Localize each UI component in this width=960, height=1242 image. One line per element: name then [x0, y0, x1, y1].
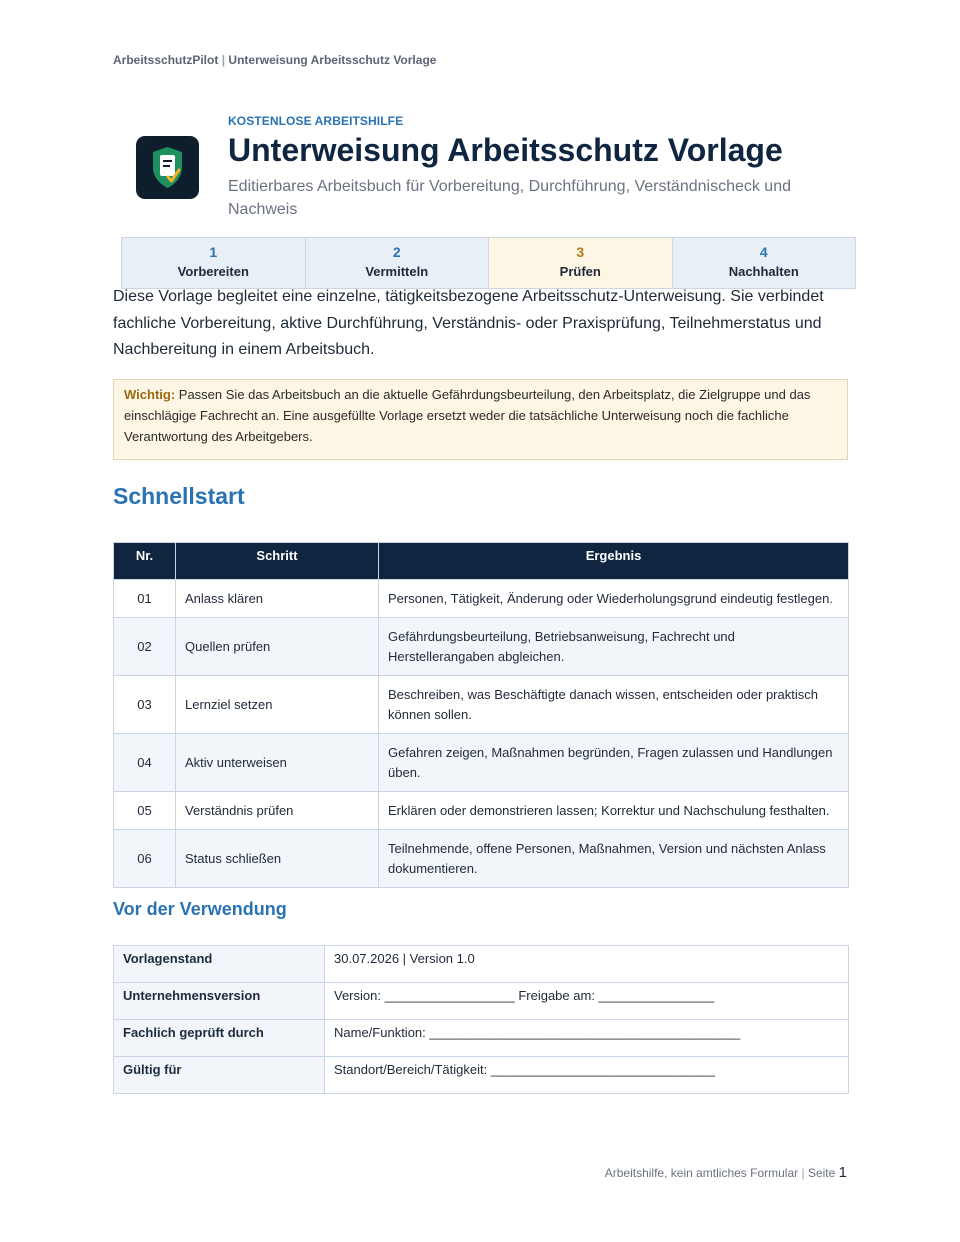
header-separator: |: [221, 53, 226, 67]
step-number: 3: [576, 244, 585, 260]
step-3: [489, 238, 673, 288]
step-label: Vermitteln: [365, 264, 429, 279]
shield-checklist-icon: [136, 136, 199, 199]
note-lead: Wichtig:: [124, 387, 176, 402]
header-doc-title: Unterweisung Arbeitsschutz Vorlage: [228, 53, 437, 67]
table-row: [114, 830, 849, 888]
step-label: Vorbereiten: [177, 264, 249, 279]
row-result: Personen, Tätigkeit, Änderung oder Wiederholungsgrund eindeutig festlegen.: [379, 580, 849, 618]
table-row: [114, 946, 849, 983]
quickstart-table: [113, 542, 849, 888]
field-label: Fachlich geprüft durch: [114, 1020, 325, 1057]
footer-separator: |: [801, 1166, 805, 1180]
table-row: [114, 676, 849, 734]
page-subtitle: Editierbares Arbeitsbuch für Vorbereitung, Durchführung, Verständnischeck und Nachweis: [228, 178, 791, 218]
row-number: 05: [114, 792, 176, 830]
intro-paragraph: Diese Vorlage begleitet eine einzelne, tätigkeitsbezogene Arbeitsschutz-Unterweisung. Sie verbindet fachliche Vorbereitung, aktive Durchführung, Verständnis- oder Praxisprüfung, Teilnehmerstatus und Nachbereitung in einem Arbeitsbuch.: [113, 288, 824, 358]
row-step: Status schließen: [176, 830, 379, 888]
hero: [113, 112, 853, 230]
column-header-result: Ergebnis: [379, 543, 849, 580]
table-header-row: [114, 543, 849, 580]
field-value: Standort/Bereich/Tätigkeit: _______________________________: [325, 1057, 849, 1094]
page-number: 1: [838, 1164, 847, 1181]
row-step: Aktiv unterweisen: [176, 734, 379, 792]
kicker: KOSTENLOSE ARBEITSHILFE: [228, 114, 404, 128]
step-label: Prüfen: [559, 264, 601, 279]
row-step: Verständnis prüfen: [176, 792, 379, 830]
step-number: 2: [392, 244, 401, 260]
row-number: 01: [114, 580, 176, 618]
step-number: 4: [759, 244, 768, 260]
row-step: Lernziel setzen: [176, 676, 379, 734]
step-1: [122, 238, 306, 288]
row-result: Beschreiben, was Beschäftigte danach wissen, entscheiden oder praktisch können sollen.: [379, 676, 849, 734]
step-4: [673, 238, 856, 288]
page-title: Unterweisung Arbeitsschutz Vorlage: [228, 132, 783, 168]
table-row: [114, 618, 849, 676]
row-result: Gefährdungsbeurteilung, Betriebsanweisung, Fachrecht und Herstellerangaben abgleichen.: [379, 618, 849, 676]
hero-text: [228, 112, 848, 221]
table-row: [114, 1020, 849, 1057]
step-label: Nachhalten: [728, 264, 799, 279]
table-row: [114, 983, 849, 1020]
page-footer: [605, 1164, 847, 1181]
table-row: [114, 734, 849, 792]
footer-text: Arbeitshilfe, kein amtliches Formular: [604, 1166, 799, 1180]
row-result: Gefahren zeigen, Maßnahmen begründen, Fragen zulassen und Handlungen üben.: [379, 734, 849, 792]
section-heading-before-use: Vor der Verwendung: [113, 899, 287, 919]
row-result: Teilnehmende, offene Personen, Maßnahmen, Version und nächsten Anlass dokumentieren.: [379, 830, 849, 888]
brand-name: ArbeitsschutzPilot: [113, 53, 219, 67]
table-row: [114, 1057, 849, 1094]
page-label: Seite: [807, 1166, 836, 1180]
note-text: Passen Sie das Arbeitsbuch an die aktuelle Gefährdungsbeurteilung, den Arbeitsplatz, die Zielgruppe und das einschlägige Fachrecht an. Eine ausgefüllte Vorlage ersetzt weder die tatsächliche Unterweisung noch die fachliche Verantwortung des Arbeitgebers.: [124, 387, 811, 444]
row-step: Quellen prüfen: [176, 618, 379, 676]
running-header: [113, 53, 436, 67]
field-value: Name/Funktion: ___________________________________________: [325, 1020, 849, 1057]
step-number: 1: [209, 244, 218, 260]
field-value: 30.07.2026 | Version 1.0: [325, 946, 849, 983]
row-number: 02: [114, 618, 176, 676]
before-use-table: [113, 945, 849, 1094]
row-number: 03: [114, 676, 176, 734]
field-label: Gültig für: [114, 1057, 325, 1094]
row-step: Anlass klären: [176, 580, 379, 618]
important-note: [113, 379, 848, 460]
column-header-step: Schritt: [176, 543, 379, 580]
step-tracker: [121, 237, 856, 289]
field-label: Unternehmensversion: [114, 983, 325, 1020]
field-label: Vorlagenstand: [114, 946, 325, 983]
row-number: 06: [114, 830, 176, 888]
table-row: [114, 792, 849, 830]
section-heading-quickstart: Schnellstart: [113, 483, 245, 509]
row-number: 04: [114, 734, 176, 792]
row-result: Erklären oder demonstrieren lassen; Korrektur und Nachschulung festhalten.: [379, 792, 849, 830]
step-2: [306, 238, 490, 288]
column-header-nr: Nr.: [114, 543, 176, 580]
table-row: [114, 580, 849, 618]
field-value: Version: __________________ Freigabe am: ________________: [325, 983, 849, 1020]
